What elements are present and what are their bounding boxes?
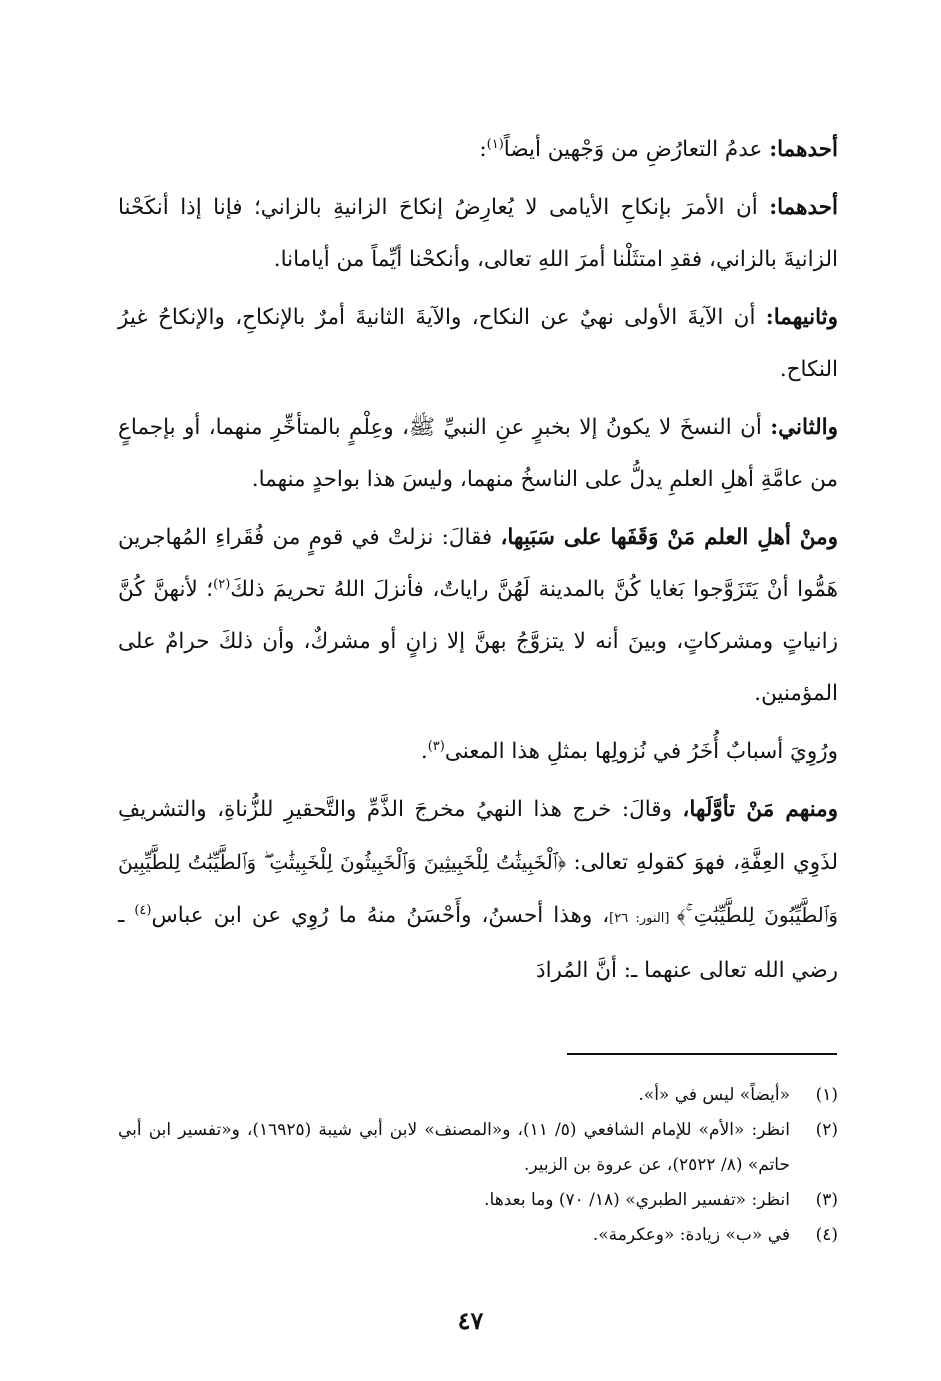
footnote-text: «أيضاً» ليس في «أ». — [638, 1085, 790, 1105]
paragraph-3 — [118, 292, 838, 396]
paragraph-text: ورُوِيَ أسبابٌ أُخَرُ في نُزولِها بمثلِ هذا المعنى — [444, 739, 838, 764]
paragraph-4 — [118, 402, 838, 506]
footnote-marker-3[interactable]: (٣) — [427, 738, 445, 754]
footnote-separator — [567, 1053, 837, 1055]
paragraph-text: وقالَ: خرج هذا النهيُ مخرجَ الذَّمِّ والتَّحقيرِ للزُّناةِ، والتشريفِ لذَوِي العِفَّةِ، فهوَ كقولهِ تعالى: — [118, 797, 838, 875]
paragraph-1 — [118, 124, 838, 176]
footnote-marker-4[interactable]: (٤) — [134, 902, 152, 918]
footnote-text: انظر: «الأم» للإمام الشافعي (٥/ ١١)، و«المصنف» لابن أبي شيبة (١٦٩٢٥)، و«تفسير ابن أبي حاتم» (٨/ ٢٥٢٢)، عن عروة بن الزبير. — [118, 1120, 790, 1175]
paragraph-lead: والثاني: — [770, 415, 838, 440]
footnote-item — [118, 1218, 838, 1253]
verse-reference: [النور: ٢٦] — [609, 911, 677, 926]
main-text — [118, 124, 838, 1003]
footnote-text: انظر: «تفسير الطبري» (١٨/ ٧٠) وما بعدها. — [484, 1190, 790, 1210]
footnote-number: (٤) — [815, 1225, 838, 1245]
paragraph-tail: . — [420, 739, 428, 764]
footnote-number: (١) — [815, 1085, 838, 1105]
quran-verse: ﴿ٱلْخَبِيثَٰتُ لِلْخَبِيثِينَ وَٱلْخَبِيثُونَ لِلْخَبِيثَٰتِ ۖ وَٱلطَّيِّبَٰتُ لِلطَّيِّبِينَ وَٱلطَّيِّبُونَ لِلطَّيِّبَٰتِ ۚ﴾ — [118, 850, 838, 927]
paragraph-6 — [118, 726, 838, 778]
paragraph-2 — [118, 182, 838, 286]
paragraph-text: عدمُ التعارُضِ من وَجْهين أيضاً — [503, 137, 770, 162]
footnote-marker-1[interactable]: (١) — [486, 136, 504, 152]
paragraph-tail: ؛ لأنهنَّ كُنَّ زانياتٍ ومشركاتٍ، وبينَ أنه لا يتزوَّجُ بهنَّ إلا زانٍ أو مشركٌ، وأن ذلكَ حرامٌ على المؤمنين. — [118, 577, 838, 706]
paragraph-lead: أحدهما: — [769, 195, 838, 220]
paragraph-tail: ـ رضي الله تعالى عنهما ـ: أنَّ المُرادَ — [118, 903, 838, 983]
paragraph-5 — [118, 512, 838, 720]
footnote-number: (٢) — [815, 1120, 838, 1140]
paragraph-lead: ومنْ أهلِ العلم مَنْ وَقَفَها على سَبَبِها، — [500, 525, 838, 550]
paragraph-text: أن الآيةَ الأولى نهيٌ عن النكاح، والآيةَ الثانيةَ أمرٌ بالإنكاحِ، والإنكاحُ غيرُ النكاح. — [118, 305, 838, 382]
paragraph-text-continued: ، وهذا أحسنُ، وأَحْسَنُ منهُ ما رُوِي عن ابن عباس — [151, 903, 610, 928]
paragraph-text: أن الأمرَ بإنكاحِ الأيامى لا يُعارِضُ إنكاحَ الزانيةِ بالزاني؛ فإنا إذا أنكَحْنا الزانيةَ بالزاني، فقدِ امتثَلْنا أمرَ اللهِ تعالى، وأنكحْنا أيِّماً من أيامانا. — [118, 195, 838, 272]
paragraph-7 — [118, 784, 838, 997]
page-number: ٤٧ — [457, 1306, 484, 1335]
footnote-marker-2[interactable]: (٢) — [213, 576, 231, 592]
footnotes — [118, 1078, 838, 1253]
paragraph-text: أن النسخَ لا يكونُ إلا بخبرٍ عنِ النبيِّ ﷺ، وعِلْمٍ بالمتأخِّرِ منهما، أو بإجماعٍ من عامَّةِ أهلِ العلمِ يدلُّ على الناسخُ منهما، وليسَ هذا بواحدٍ منهما. — [118, 415, 838, 492]
paragraph-lead: أحدهما: — [769, 137, 838, 162]
footnote-item — [118, 1113, 838, 1183]
footnote-item — [118, 1183, 838, 1218]
paragraph-lead: ومنهم مَنْ تأوَّلَها، — [682, 797, 839, 822]
footnote-text: في «ب» زيادة: «وعكرمة». — [592, 1225, 790, 1245]
footnote-item — [118, 1078, 838, 1113]
footnote-number: (٣) — [815, 1190, 838, 1210]
paragraph-text: فقالَ: نزلتْ في قومٍ من فُقَراءِ المُهاجرين هَمُّوا أنْ يَتَزَوَّجوا بَغايا كُنَّ بالمدينة لَهُنَّ راياتٌ، فأنزلَ اللهُ تحريمَ ذلكَ — [118, 525, 838, 602]
paragraph-tail: : — [479, 137, 487, 162]
paragraph-lead: وثانيهما: — [765, 305, 838, 330]
